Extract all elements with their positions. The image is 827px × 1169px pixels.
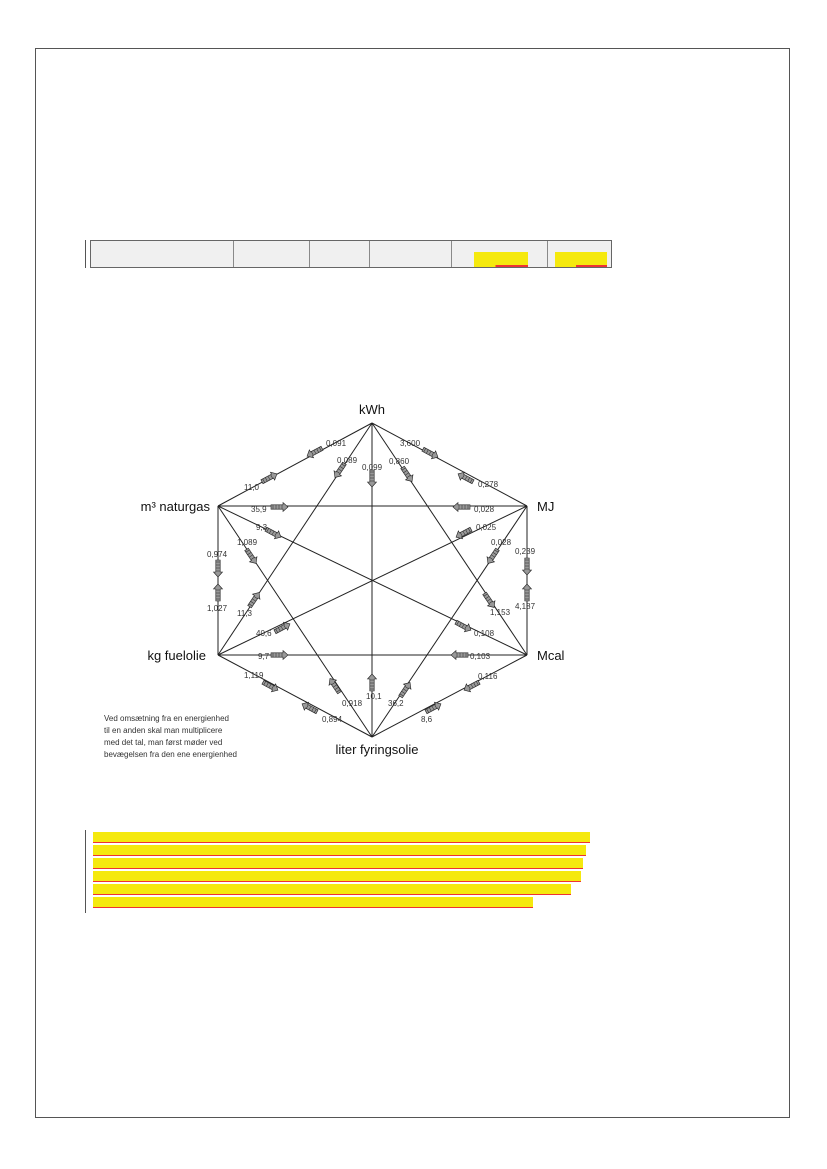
arrow-icon [451,651,468,660]
node-mcal: Mcal [537,648,565,663]
value-label: 1,119 [244,671,264,680]
arrow-icon [453,503,470,512]
arrow-icon [368,470,377,487]
arrow-icon [273,620,292,636]
value-label: 11,0 [244,483,259,492]
value-label: 1,089 [237,538,258,547]
value-label: 4,187 [515,602,536,611]
value-label: 0,918 [342,699,363,708]
highlighted-line [93,884,571,895]
node-liter-fyringsolie: liter fyringsolie [335,742,419,757]
arrow-icon [484,547,501,566]
value-label: 8,6 [421,715,433,724]
highlighted-line [93,845,586,856]
value-label: 0,103 [470,652,491,661]
arrow-icon [271,503,288,512]
value-label: 36,2 [388,699,404,708]
node-m3-naturgas: m³ naturgas [140,499,210,514]
value-label: 35,9 [251,505,267,514]
value-label: 1,027 [207,604,228,613]
highlighted-line [93,871,581,882]
value-label: 0,089 [337,456,358,465]
value-label: 0,099 [362,463,383,472]
value-label: 1,153 [490,608,511,617]
arrow-icon [243,547,260,566]
arrow-icon [523,584,532,601]
change-bar [85,830,86,913]
value-label: 0,108 [474,629,495,638]
note-line: til en anden skal man multiplicere [104,726,223,735]
highlighted-line [93,897,533,908]
arrow-icon [271,651,288,660]
value-label: 0,116 [478,672,498,681]
value-label: 0,025 [476,523,497,532]
value-label: 3,600 [400,439,421,448]
value-label: 11,3 [237,609,252,618]
arrow-icon [260,470,279,486]
node-mj: MJ [537,499,555,514]
highlighted-text-block [85,830,605,913]
value-label: 0,894 [322,715,343,724]
value-label: 0,860 [389,457,410,466]
arrow-icon [214,584,223,601]
value-label: 9,7 [258,652,270,661]
value-label: 0,028 [491,538,512,547]
value-label: 0,278 [478,480,499,489]
value-label: 0,028 [474,505,495,514]
arrow-icon [421,445,440,461]
note-line: Ved omsætning fra en energienhed [104,714,229,723]
value-label: 0,239 [515,547,536,556]
arrow-icon [456,470,475,486]
highlighted-line [93,832,590,843]
arrow-icon [368,674,377,691]
value-label: 10,1 [366,692,382,701]
note-line: bevægelsen fra den ene energienhed [104,750,237,759]
arrow-icon [326,676,343,695]
value-label: 9,3 [256,523,268,532]
node-kwh: kWh [359,402,385,417]
node-kg-fuelolie: kg fuelolie [147,648,206,663]
value-label: 40,6 [256,629,272,638]
arrow-icon [214,560,223,577]
highlighted-line [93,858,583,869]
note-line: med det tal, man først møder ved [104,738,223,747]
value-label: 0,974 [207,550,228,559]
value-label: 0,091 [326,439,347,448]
arrow-icon [246,590,263,609]
arrow-icon [523,558,532,575]
arrow-icon [454,618,473,634]
diagram-note [104,714,237,759]
